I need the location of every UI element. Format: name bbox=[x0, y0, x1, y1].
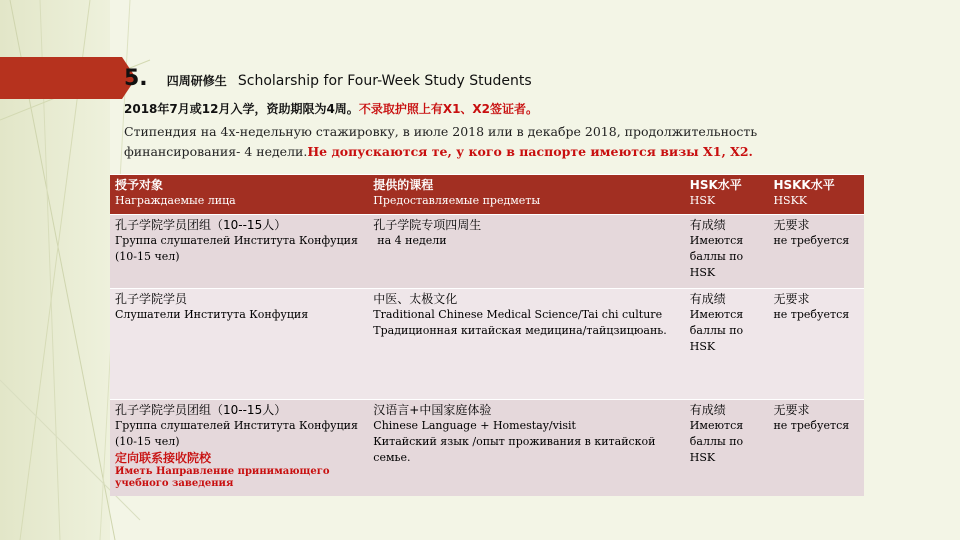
hskk-ru: не требуется bbox=[773, 308, 850, 321]
table-row bbox=[110, 289, 864, 400]
hsk-zh: 有成绩 bbox=[689, 403, 726, 417]
header-hskk-zh: HSKK水平 bbox=[773, 178, 835, 192]
course-zh: 孔子学院专项四周生 bbox=[373, 218, 482, 232]
recipients-zh: 孔子学院学员团组（10--15人） bbox=[115, 218, 287, 232]
header-cell-recipients bbox=[110, 175, 368, 215]
hsk-zh: 有成绩 bbox=[689, 218, 726, 232]
recipients-ru: Группа слушателей Института Конфуция (10-15 чел) bbox=[115, 419, 358, 448]
hsk-zh: 有成绩 bbox=[689, 292, 726, 306]
hsk-ru: Имеются баллы по HSK bbox=[689, 308, 744, 353]
accent-bar bbox=[0, 57, 122, 99]
cell-hskk bbox=[768, 289, 864, 400]
header-courses-zh: 提供的课程 bbox=[373, 178, 434, 192]
slide-title bbox=[124, 66, 532, 91]
cell-recipients bbox=[110, 215, 368, 289]
table-row bbox=[110, 400, 864, 497]
russian-description-main: Стипендия на 4х-недельную стажировку, в июле 2018 или в декабре 2018, продолжительность финансирования- 4 недели. bbox=[124, 124, 758, 159]
header-courses-ru: Предоставляемые предметы bbox=[373, 194, 541, 207]
chinese-description-warning: 不录取护照上有X1、X2签证者。 bbox=[358, 102, 539, 116]
chinese-description bbox=[124, 100, 538, 117]
scholarship-table bbox=[110, 174, 864, 496]
cell-recipients bbox=[110, 289, 368, 400]
russian-description bbox=[124, 122, 844, 162]
chinese-description-main: 2018年7月或12月入学，资助期限为4周。 bbox=[124, 102, 359, 116]
cell-course bbox=[368, 289, 685, 400]
hsk-ru: Имеются баллы по HSK bbox=[689, 419, 744, 464]
header-recipients-zh: 授予对象 bbox=[115, 178, 164, 192]
table-header-row bbox=[110, 175, 864, 215]
title-english: Scholarship for Four-Week Study Students bbox=[237, 73, 532, 89]
header-cell-hsk bbox=[685, 175, 769, 215]
cell-hskk bbox=[768, 215, 864, 289]
table-row bbox=[110, 215, 864, 289]
recipients-ru: Группа слушателей Института Конфуция (10-15 чел) bbox=[115, 234, 358, 263]
header-recipients-ru: Награждаемые лица bbox=[115, 194, 236, 207]
recipients-requirement-ru: Иметь Направление принимающего учебного заведения bbox=[115, 466, 330, 489]
cell-hsk bbox=[685, 289, 769, 400]
cell-course bbox=[368, 215, 685, 289]
recipients-requirement-zh: 定向联系接收院校 bbox=[115, 451, 212, 465]
header-cell-hskk bbox=[768, 175, 864, 215]
hskk-zh: 无要求 bbox=[773, 218, 810, 232]
course-en: Chinese Language + Homestay/visit bbox=[373, 419, 576, 432]
recipients-zh: 孔子学院学员团组（10--15人） bbox=[115, 403, 287, 417]
course-zh: 中医、太极文化 bbox=[373, 292, 458, 306]
russian-description-warning: Не допускаются те, у кого в паспорте имеются визы X1, X2. bbox=[307, 144, 753, 159]
recipients-zh: 孔子学院学员 bbox=[115, 292, 188, 306]
cell-hsk bbox=[685, 215, 769, 289]
hsk-ru: Имеются баллы по HSK bbox=[689, 234, 744, 279]
cell-recipients bbox=[110, 400, 368, 497]
cell-course bbox=[368, 400, 685, 497]
course-ru: на 4 недели bbox=[377, 234, 447, 247]
hskk-ru: не требуется bbox=[773, 419, 850, 432]
course-zh: 汉语言+中国家庭体验 bbox=[373, 403, 492, 417]
cell-hsk bbox=[685, 400, 769, 497]
title-number: 5. bbox=[124, 66, 148, 91]
header-cell-courses bbox=[368, 175, 685, 215]
header-hsk-ru: HSK bbox=[689, 194, 716, 207]
header-hskk-ru: HSKK bbox=[773, 194, 808, 207]
hskk-zh: 无要求 bbox=[773, 292, 810, 306]
cell-hskk bbox=[768, 400, 864, 497]
hskk-ru: не требуется bbox=[773, 234, 850, 247]
course-ru: Традиционная китайская медицина/тайцзицюань. bbox=[373, 324, 667, 337]
course-en: Traditional Chinese Medical Science/Tai chi culture bbox=[373, 308, 663, 321]
course-ru: Китайский язык /опыт проживания в китайской семье. bbox=[373, 435, 656, 464]
recipients-ru: Слушатели Института Конфуция bbox=[115, 308, 309, 321]
hskk-zh: 无要求 bbox=[773, 403, 810, 417]
title-chinese: 四周研修生 bbox=[166, 74, 227, 88]
header-hsk-zh: HSK水平 bbox=[689, 178, 742, 192]
